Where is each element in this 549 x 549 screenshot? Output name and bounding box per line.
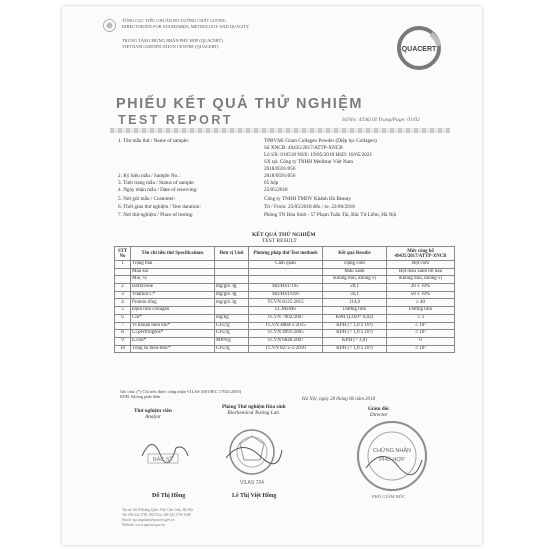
table-cell: KPH (< 1,0 x 10¹) bbox=[323, 345, 387, 353]
director-title: Giám đốc Director bbox=[368, 406, 390, 418]
table-header-row bbox=[115, 247, 455, 261]
table-cell: Dương tính bbox=[387, 307, 455, 315]
info-row-4: 4. Ngày nhận mẫu / Date of receiving: 25/05/2018 bbox=[118, 187, 288, 193]
table-cell: Màu xanh bbox=[323, 268, 387, 276]
table-cell: CFU/g bbox=[215, 345, 249, 353]
result-title-en: TEST RESULT bbox=[262, 238, 297, 244]
table-cell: Dương tính bbox=[323, 307, 387, 315]
test-result-table bbox=[114, 246, 455, 353]
quacert-logo-icon bbox=[397, 26, 441, 70]
table-cell: Không mùi, không vị bbox=[323, 276, 387, 284]
table-row bbox=[115, 322, 455, 330]
table-cell: 8 bbox=[115, 330, 131, 338]
header-unit: Đơn vị Unit bbox=[215, 247, 249, 261]
table-cell: HD/HS1/165 bbox=[249, 284, 323, 292]
table-cell: mg/gói 3g bbox=[215, 284, 249, 292]
table-cell bbox=[215, 307, 249, 315]
table-cell: 28,1 bbox=[323, 284, 387, 292]
table-cell: CFU/g bbox=[215, 330, 249, 338]
vilas-seal bbox=[212, 420, 292, 490]
title-rule bbox=[110, 128, 450, 133]
table-cell: 2 bbox=[115, 284, 131, 292]
table-cell: ≤ 10² bbox=[387, 345, 455, 353]
table-cell: E.coli* bbox=[131, 337, 215, 345]
vilas-label: VILAS 724 bbox=[240, 480, 264, 486]
header-line-1: TỔNG CỤC TIÊU CHUẨN ĐO LƯỜNG CHẤT LƯỢNG bbox=[122, 18, 226, 23]
table-cell: MPN/g bbox=[215, 337, 249, 345]
table-cell: 0 bbox=[387, 337, 455, 345]
table-cell: Cl.perfringens* bbox=[131, 330, 215, 338]
table-row bbox=[115, 337, 455, 345]
table-cell: 6 bbox=[115, 314, 131, 322]
table-cell: Trạng thái bbox=[131, 261, 215, 269]
header-method: Phương pháp thử Test methods bbox=[249, 247, 323, 261]
report-date: Hà Nội, ngày 28 tháng 06 năm 2018 bbox=[302, 397, 376, 402]
table-cell: KPH (< 1,0 x 10¹) bbox=[323, 330, 387, 338]
directorate-emblem-icon bbox=[102, 18, 117, 33]
header-no: STT No bbox=[115, 247, 131, 261]
table-cell: Bột cốm bbox=[387, 261, 455, 269]
result-title-vi: KẾT QUẢ THỬ NGHIỆM bbox=[252, 232, 316, 238]
table-cell: TCVN 8125:2015 bbox=[249, 299, 323, 307]
table-cell: Dạng cốm bbox=[323, 261, 387, 269]
table-row bbox=[115, 314, 455, 322]
header-result: Kết quả Results bbox=[323, 247, 387, 261]
table-cell bbox=[115, 268, 131, 276]
lab-title: Phòng Thử nghiệm Hóa sinh Biochemical Testing Lab. bbox=[222, 404, 286, 416]
info-row-7: 7. Nơi thử nghiệm / Place of testing: Phòng TN Hóa Sinh - 57 Phạm Tuấn Tài, Bắc Từ Liêm, Hà Nội bbox=[118, 212, 397, 218]
table-cell: KPH (< 1,0 x 10¹) bbox=[323, 322, 387, 330]
table-cell bbox=[215, 268, 249, 276]
table-cell bbox=[115, 276, 131, 284]
info-row-3: 3. Tình trạng mẫu / Status of sample: 05 hộp bbox=[118, 180, 279, 186]
table-cell bbox=[249, 268, 323, 276]
table-cell: Màu sắc bbox=[131, 268, 215, 276]
table-cell: TCVN 4884-1:2015 bbox=[249, 322, 323, 330]
report-number: Số/No: 4596/18 Trang/Page: 01/02 bbox=[342, 117, 420, 123]
table-cell: Bột màu xanh tới nâu bbox=[387, 268, 455, 276]
table-cell: Cảm quan bbox=[249, 261, 323, 269]
test-report-sheet: TỔNG CỤC TIÊU CHUẨN ĐO LƯỜNG CHẤT LƯỢNG DIRECTORATE FOR STANDARDS, METROLOGY AND QUALITY TRUNG TÂM CHỨNG NHẬN PHÙ HỢP (QUACERT) VIETNAM CERTIFICATION CENTRE (QUACERT) QUACERT PHIẾU KẾT QUẢ THỬ NGHIỆM TEST REPORT Số/No: 4596/18 Trang/Page: 01/02 1. Tên mẫu thử / Name of sample: TPBVSK Gram Collagen Powder (Diệp lục Collagen) Số XNCB: 49435/2017/ATTP-XNCB Lô SX: 010518 NSX: 19/05/2018 HSD: 18/05/2021 SX tại: Công ty TNHH Medistar Việt Nam 2018/0591/056 2. Ký hiệu mẫu / Sample No.: 2018/0591/056 3. Tình trạng mẫu / Status of sample: 05 hộp 4. Ngày nhận mẫu / Date of receiving: 25/05/2018 5. Nơi gửi mẫu / Customer: Công ty TNHH TMDV Khánh Hà Beauty 6. Thời gian thử nghiệm / Test duration: Từ / From: 25/05/2018 đến / to: 22/06/2018 7. Nơi thử nghiệm / Place of testing: Phòng TN Hóa Sinh - 57 Phạm Tuấn Tài, Bắc Từ Liêm, Hà Nội KẾT QUẢ THỬ NGHIỆM TEST RESULT STT No Tên chỉ tiêu thử Specifications Đơn vị Unit Phương pháp thử Test methods Kết quả Results Mức công bố 49435/2017/ATTP-XNCB 1 Trạng thái Cảm quan Dạng cốm Bột cốm Màu sắc Màu xanh Bột màu xanh tới nâu Mùi, vị Không mùi, không vị Không mùi, không vị 2 Isoflavone mg/gói 3g HD/HS1/165 28,1 20 ± 10% 3 Vitamin C* mg/gói 3g HD/HS1/018 56,1 50 ± 10% 4 Protein tổng mg/gói 3g TCVN 8125:2015 114,0 ≥ 40 5 Định tính collagen LCMSMS Dương tính Dương tính 6 Chì* mg/kg TCVN 7602:2007 KPH (LOD= 0,02) ≤ 3 7 Vi khuẩn hiếu khí* CFU/g TCVN 4884-1:2015 KPH (< 1,0 x 10¹) ≤ 10⁵ 8 Cl.perfringens* CFU/g TCVN 4991:2005 KPH (< 1,0 x 10¹) ≤ 10² 9 E.coli* MPN/g TCVN 6846:2007 KPH (< 3,0) 0 10 Tổng số men-mốc* CFU/g TCVN 8275-2:2010 KPH (< 1,0 x 10¹) ≤ 10² Ghi chú: (*) Chỉ tiêu được công nhận VILAS (ISO/IEC 17025:2005) KPH: Không phát hiện Hà Nội, ngày 28 tháng 06 năm 2018 Thử nghiệm viên Analyst Phòng Thử nghiệm Hóa sinh Biochemical Testing Lab. Giám đốc Director BÁC SỸ VILAS 724 CHỨNG NHẬN PHÙ HỢP PHÓ GIÁM ĐỐC Đỗ Thị Hồng Lê Thị Việt Hồng Trụ sở: Số 8 Hoàng Quốc Việt, Cầu Giấy, Hà Nội Tel: (84-24) 3756 1025 Fax: (84-24) 3756 3188 Email: vpcongnhan@quacert.gov.vn Website: www.quacert.gov.vn bbox=[62, 6, 482, 545]
table-cell bbox=[215, 276, 249, 284]
header-spec: Tên chỉ tiêu thử Specifications bbox=[131, 247, 215, 261]
table-cell: Tổng số men-mốc* bbox=[131, 345, 215, 353]
table-cell: CFU/g bbox=[215, 322, 249, 330]
table-cell: 5 bbox=[115, 307, 131, 315]
table-row bbox=[115, 276, 455, 284]
table-cell: TCVN 6846:2007 bbox=[249, 337, 323, 345]
table-cell: TCVN 7602:2007 bbox=[249, 314, 323, 322]
table-cell: 10 bbox=[115, 345, 131, 353]
table-cell: 7 bbox=[115, 322, 131, 330]
footer-website: Website: www.quacert.gov.vn bbox=[122, 523, 165, 527]
table-cell: mg/gói 3g bbox=[215, 299, 249, 307]
director-stamp bbox=[352, 416, 432, 496]
table-cell: mg/gói 3g bbox=[215, 291, 249, 299]
table-cell: Định tính collagen bbox=[131, 307, 215, 315]
table-cell: KPH (LOD= 0,02) bbox=[323, 314, 387, 322]
table-cell: Không mùi, không vị bbox=[387, 276, 455, 284]
analyst-title: Thử nghiệm viên Analyst bbox=[134, 408, 172, 420]
table-cell: 9 bbox=[115, 337, 131, 345]
table-row bbox=[115, 284, 455, 292]
report-title-vi: PHIẾU KẾT QUẢ THỬ NGHIỆM bbox=[116, 96, 364, 112]
table-row bbox=[115, 330, 455, 338]
table-cell: ≤ 3 bbox=[387, 314, 455, 322]
quacert-logo-text: QUACERT bbox=[401, 46, 437, 53]
svg-text:BÁC SỸ: BÁC SỸ bbox=[152, 457, 174, 463]
footer-phone: Tel: (84-24) 3756 1025 Fax: (84-24) 3756 3188 bbox=[122, 513, 191, 517]
table-body bbox=[115, 261, 455, 353]
table-cell: 56,1 bbox=[323, 291, 387, 299]
table-row bbox=[115, 299, 455, 307]
table-cell: HD/HS1/018 bbox=[249, 291, 323, 299]
table-cell: Chì* bbox=[131, 314, 215, 322]
svg-text:CHỨNG NHẬN: CHỨNG NHẬN bbox=[372, 448, 412, 454]
pgd-label: PHÓ GIÁM ĐỐC bbox=[372, 494, 406, 499]
note-line-2: KPH: Không phát hiện bbox=[120, 394, 161, 399]
table-cell: 20 ± 10% bbox=[387, 284, 455, 292]
info-row-5: 5. Nơi gửi mẫu / Customer: Công ty TNHH TMDV Khánh Hà Beauty bbox=[118, 196, 352, 202]
info-row-1: 1. Tên mẫu thử / Name of sample: TPBVSK Gram Collagen Powder (Diệp lục Collagen) bbox=[118, 138, 377, 144]
footer-email: Email: vpcongnhan@quacert.gov.vn bbox=[122, 518, 175, 522]
table-cell: TCVN 8275-2:2010 bbox=[249, 345, 323, 353]
table-cell: 114,0 bbox=[323, 299, 387, 307]
table-row bbox=[115, 268, 455, 276]
table-cell: TCVN 4991:2005 bbox=[249, 330, 323, 338]
table-cell: Vitamin C* bbox=[131, 291, 215, 299]
info-row-6: 6. Thời gian thử nghiệm / Test duration: Từ / From: 25/05/2018 đến / to: 22/06/2018 bbox=[118, 204, 355, 210]
svg-text:PHÙ HỢP: PHÙ HỢP bbox=[379, 457, 405, 463]
note-line-1: Ghi chú: (*) Chỉ tiêu được công nhận VILAS (ISO/IEC 17025:2005) bbox=[120, 389, 242, 394]
analyst-name: Đỗ Thị Hồng bbox=[152, 493, 186, 499]
table-row bbox=[115, 345, 455, 353]
table-cell: mg/kg bbox=[215, 314, 249, 322]
table-cell: Vi khuẩn hiếu khí* bbox=[131, 322, 215, 330]
table-row bbox=[115, 291, 455, 299]
header-line-4: VIETNAM CERTIFICATION CENTRE (QUACERT) bbox=[122, 44, 219, 49]
table-cell bbox=[215, 261, 249, 269]
table-row bbox=[115, 307, 455, 315]
table-cell: Isoflavone bbox=[131, 284, 215, 292]
table-cell: KPH (< 3,0) bbox=[323, 337, 387, 345]
table-cell: Protein tổng bbox=[131, 299, 215, 307]
lab-head-name: Lê Thị Việt Hồng bbox=[232, 493, 277, 499]
table-cell: 50 ± 10% bbox=[387, 291, 455, 299]
header-line-3: TRUNG TÂM CHỨNG NHẬN PHÙ HỢP (QUACERT) bbox=[122, 38, 223, 43]
analyst-signature bbox=[134, 426, 194, 476]
table-cell: LCMSMS bbox=[249, 307, 323, 315]
table-cell: 1 bbox=[115, 261, 131, 269]
table-cell bbox=[249, 276, 323, 284]
table-cell: ≤ 10⁵ bbox=[387, 322, 455, 330]
table-cell: ≥ 40 bbox=[387, 299, 455, 307]
table-cell: 4 bbox=[115, 299, 131, 307]
table-cell: 3 bbox=[115, 291, 131, 299]
info-row-2: 2. Ký hiệu mẫu / Sample No.: 2018/0591/056 bbox=[118, 173, 296, 179]
header-line-2: DIRECTORATE FOR STANDARDS, METROLOGY AND QUALITY bbox=[122, 24, 250, 29]
table-note bbox=[120, 389, 241, 399]
table-cell: ≤ 10² bbox=[387, 330, 455, 338]
table-row bbox=[115, 261, 455, 269]
table-cell: Mùi, vị bbox=[131, 276, 215, 284]
report-title-en: TEST REPORT bbox=[118, 113, 234, 127]
header-declared: Mức công bố 49435/2017/ATTP-XNCB bbox=[387, 247, 455, 261]
footer-address: Trụ sở: Số 8 Hoàng Quốc Việt, Cầu Giấy, Hà Nội bbox=[122, 508, 194, 512]
